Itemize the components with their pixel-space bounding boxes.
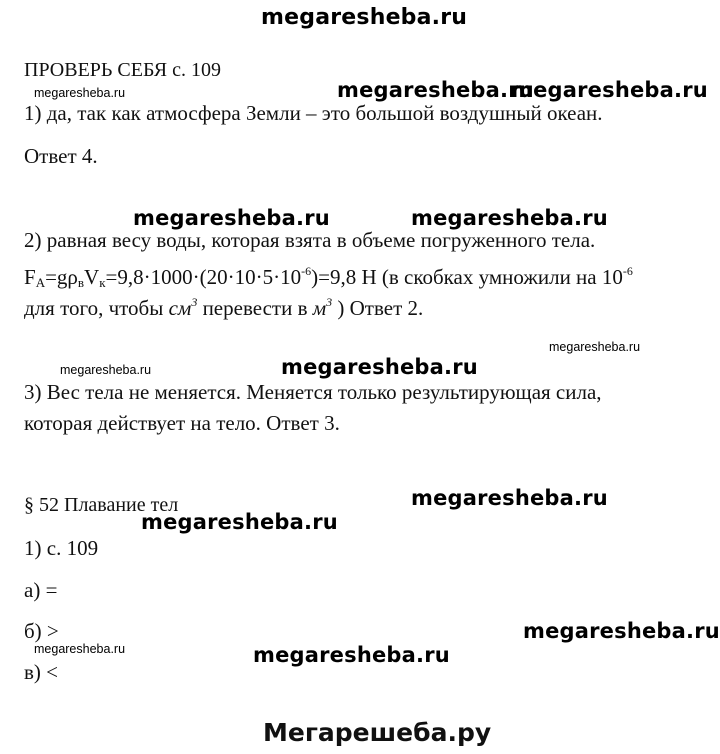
answer-b: б) > [24, 619, 59, 643]
answer-2-line-3: для того, чтобы $см^3$ перевести в $м^3$ ) Ответ 2. [24, 295, 424, 320]
watermark: megaresheba.ru [281, 355, 478, 379]
answer-c: в) < [24, 660, 59, 684]
answer-a: а) = [24, 578, 58, 602]
answer-2-text: 2) равная весу воды, которая взята в объеме погруженного тела. [24, 228, 596, 252]
watermark: megaresheba.ru [411, 206, 608, 230]
watermark: megaresheba.ru [411, 486, 608, 510]
watermark: megaresheba.ru [523, 619, 720, 643]
answer-1-result: Ответ 4. [24, 144, 98, 168]
watermark-small: megaresheba.ru [34, 86, 126, 100]
watermark: megaresheba.ru [511, 78, 708, 102]
section-52-title: § 52 Плавание тел [24, 494, 179, 516]
watermark-small: megaresheba.ru [549, 340, 641, 354]
watermark: megaresheba.ru [253, 643, 450, 667]
watermark-small: megaresheba.ru [60, 363, 152, 377]
section-52-item: 1) с. 109 [24, 536, 99, 560]
header-watermark: megaresheba.ru [261, 5, 468, 30]
answer-3-line-1: 3) Вес тела не меняется. Меняется только результирующая сила, [24, 380, 602, 404]
section-check-title: ПРОВЕРЬ СЕБЯ с. 109 [24, 59, 222, 81]
answer-1-text: 1) да, так как атмосфера Земли – это большой воздушный океан. [24, 101, 603, 125]
watermark-small: megaresheba.ru [34, 642, 126, 656]
answer-2-formula: $F_А=g\rho_вV_к=9,8\cdot 1000\cdot(20\cdot 10\cdot 5\cdot 10^{-6})=9,8$ Н (в скобках умножили на $10^{-6}$ [24, 264, 633, 290]
answer-3-line-2: которая действует на тело. Ответ 3. [24, 411, 340, 435]
watermark: megaresheba.ru [133, 206, 330, 230]
watermark: megaresheba.ru [141, 510, 338, 534]
watermark: megaresheba.ru [337, 78, 534, 102]
footer-watermark: Мегарешеба.ру [263, 718, 492, 747]
